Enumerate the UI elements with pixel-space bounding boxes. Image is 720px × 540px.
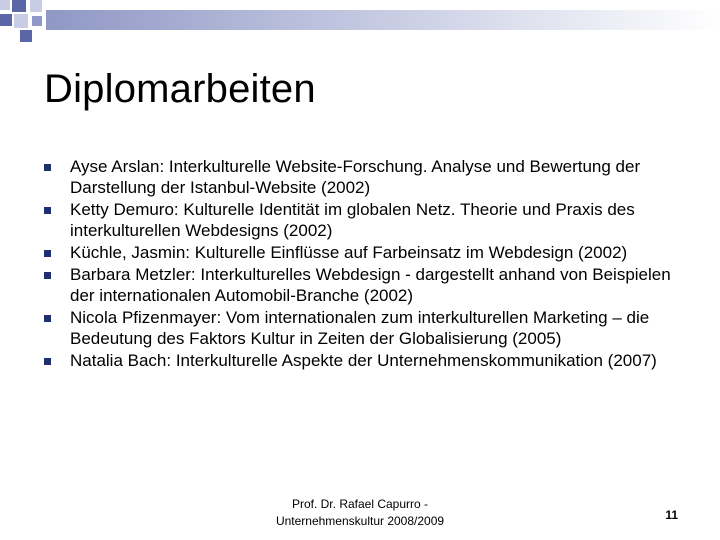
list-item: [44, 242, 684, 263]
slide-footer: [240, 496, 480, 530]
list-item-text: Nicola Pfizenmayer: Vom internationalen zum interkulturellen Marketing – die Bedeutung des Faktors Kultur in Zeiten der Globalisierung (2005): [70, 308, 650, 348]
list-item-text: Natalia Bach: Interkulturelle Aspekte der Unternehmenskommunikation (2007): [70, 351, 657, 370]
list-item-text: Ayse Arslan: Interkulturelle Website-Forschung. Analyse und Bewertung der Darstellung der Istanbul-Website (2002): [70, 157, 641, 197]
list-item-text: Ketty Demuro: Kulturelle Identität im globalen Netz. Theorie und Praxis des interkulturellen Webdesigns (2002): [70, 200, 635, 240]
square-bullet-icon: [44, 250, 51, 257]
bullet-list: [44, 156, 684, 372]
square-bullet-icon: [44, 164, 51, 171]
list-item-text: Küchle, Jasmin: Kulturelle Einflüsse auf Farbeinsatz im Webdesign (2002): [70, 243, 628, 262]
list-item: [44, 156, 684, 198]
square-bullet-icon: [44, 272, 51, 279]
header-decoration: [0, 0, 720, 48]
footer-author: Prof. Dr. Rafael Capurro -: [291, 497, 429, 511]
footer-course: Unternehmenskultur 2008/2009: [275, 514, 445, 528]
page-number: 11: [665, 508, 678, 522]
list-item: [44, 199, 684, 241]
list-item: [44, 264, 684, 306]
square-bullet-icon: [44, 315, 51, 322]
list-item: [44, 350, 684, 371]
square-bullet-icon: [44, 207, 51, 214]
square-bullet-icon: [44, 358, 51, 365]
list-item: [44, 307, 684, 349]
slide-title: Diplomarbeiten: [44, 67, 316, 111]
list-item-text: Barbara Metzler: Interkulturelles Webdesign - dargestellt anhand von Beispielen der internationalen Automobil-Branche (2002): [70, 265, 671, 305]
